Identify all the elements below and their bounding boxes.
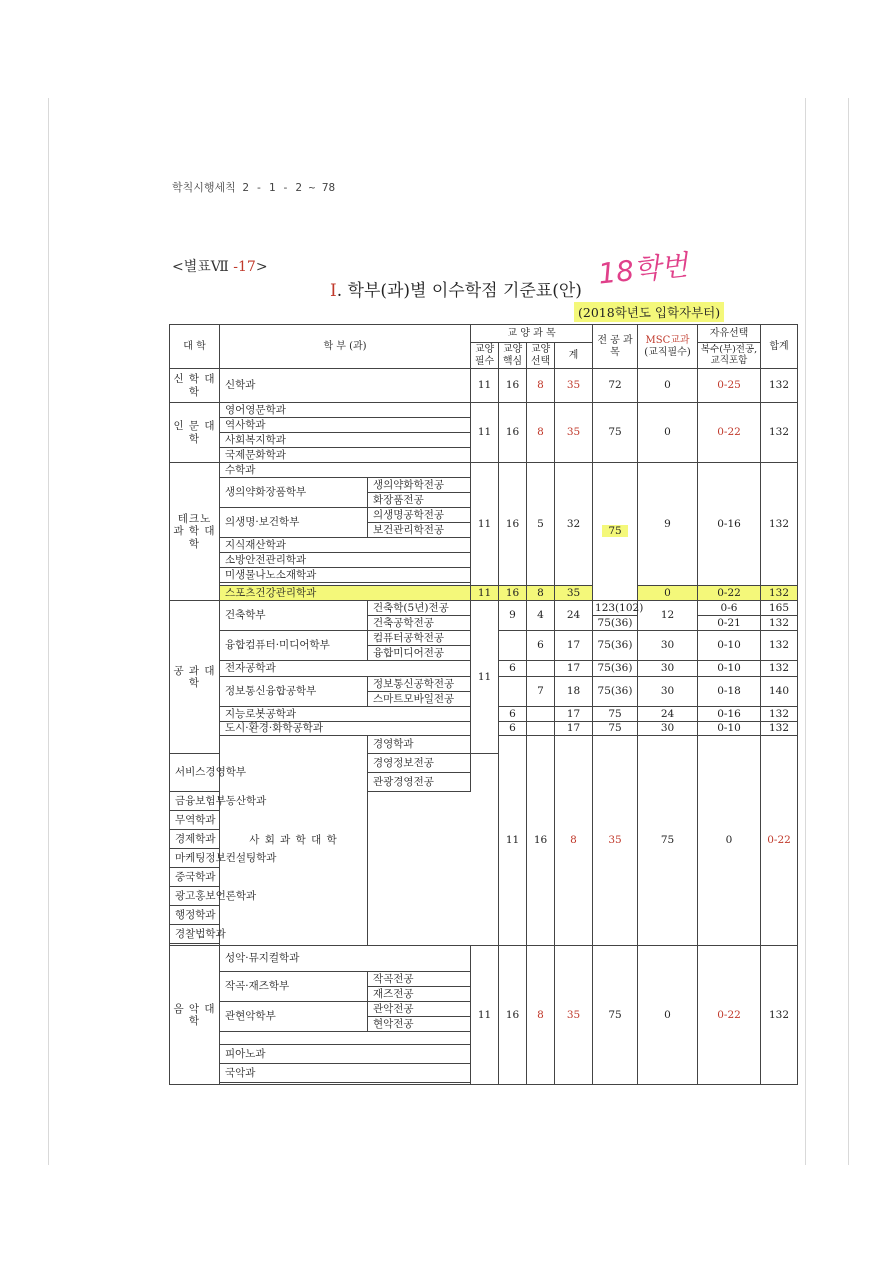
table-row: 테크노 과 학 대 학 수학과 11 16 5 32 75 9 0-16 132 bbox=[170, 463, 798, 478]
dept-name: 금융보험부동산학과 bbox=[170, 792, 368, 811]
table-row: 인 문 대 학 영어영문학과 11 16 8 35 75 0 0-22 132 bbox=[170, 403, 798, 418]
col-dept: 학 부 (과) bbox=[220, 325, 471, 369]
major-name: 보건관리학전공 bbox=[368, 523, 471, 538]
dept-name: 지능로봇공학과 bbox=[220, 707, 471, 722]
dept-name: 서비스경영학부 bbox=[170, 754, 220, 792]
col-lib-sum: 계 bbox=[555, 343, 593, 369]
dept-name: 국제문화학과 bbox=[220, 448, 471, 463]
col-college: 대 학 bbox=[170, 325, 220, 369]
dept-name: 작곡·재즈학부 bbox=[220, 972, 368, 1002]
col-major: 전 공 과 목 bbox=[593, 325, 638, 369]
dept-name: 융합컴퓨터·미디어학부 bbox=[220, 631, 368, 661]
dept-name: 경제학과 bbox=[170, 830, 368, 849]
major-name: 화장품전공 bbox=[368, 493, 471, 508]
page-title: I. 학부(과)별 이수학점 기준표(안) bbox=[330, 281, 582, 301]
col-lib-elec: 교양선택 bbox=[527, 343, 555, 369]
major-name: 현악전공 bbox=[368, 1017, 471, 1032]
dept-name: 광고홍보언론학과 bbox=[170, 887, 368, 906]
major-name: 재즈전공 bbox=[368, 987, 471, 1002]
dept-name: 미생물나노소재학과 bbox=[220, 568, 471, 583]
college-name: 신 학 대 학 bbox=[170, 369, 220, 403]
col-msc: MSC교과 (교직필수) bbox=[638, 325, 698, 369]
table-row: 음 악 대 학 성악·뮤지컬학과 11 16 8 35 75 0 0-22 132 bbox=[170, 946, 798, 972]
major-name: 스마트모바일전공 bbox=[368, 692, 471, 707]
col-liberal: 교 양 과 목 bbox=[471, 325, 593, 343]
major-name: 건축공학전공 bbox=[368, 616, 471, 631]
dept-name: 스포츠건강관리학과 bbox=[220, 586, 471, 601]
major-name: 정보통신공학전공 bbox=[368, 677, 471, 692]
col-lib-core: 교양핵심 bbox=[499, 343, 527, 369]
dept-name: 역사학과 bbox=[220, 418, 471, 433]
major-name: 작곡전공 bbox=[368, 972, 471, 987]
major-credit: 75 bbox=[602, 525, 627, 537]
dept-name: 경영학과 bbox=[368, 736, 499, 754]
major-name: 관광경영전공 bbox=[368, 773, 471, 792]
table-row: 융합컴퓨터·미디어학부 컴퓨터공학전공 6 17 75(36) 30 0-10 132 bbox=[170, 631, 798, 646]
table-row: 지능로봇공학과 6 17 75 24 0-16 132 bbox=[170, 707, 798, 722]
dept-name: 피아노과 bbox=[220, 1045, 471, 1064]
major-name: 융합미디어전공 bbox=[368, 646, 471, 661]
major-name: 관악전공 bbox=[368, 1002, 471, 1017]
college-name: 테크노 과 학 대 학 bbox=[170, 463, 220, 601]
col-lib-req: 교양필수 bbox=[471, 343, 499, 369]
dept-name: 수학과 bbox=[220, 463, 471, 478]
scan-margin-line bbox=[848, 98, 849, 1165]
major-name: 생의약화학전공 bbox=[368, 478, 471, 493]
form-label: <별표Ⅶ -17> bbox=[172, 259, 268, 275]
col-free-sub: 복수(부)전공,교직포함 bbox=[698, 343, 761, 369]
dept-name: 신학과 bbox=[220, 369, 471, 403]
dept-name: 국악과 bbox=[220, 1064, 471, 1083]
col-total: 합계 bbox=[761, 325, 798, 369]
dept-name: 전자공학과 bbox=[220, 661, 471, 677]
dept-name: 행정학과 bbox=[170, 906, 368, 925]
scan-margin-line bbox=[805, 98, 806, 1165]
handwritten-note: 18학번 bbox=[596, 248, 690, 291]
dept-name: 정보통신융합공학부 bbox=[220, 677, 368, 707]
table-row: 사 회 과 학 대 학 경영학과 11 16 8 35 75 0 0-22 bbox=[170, 736, 798, 754]
table-row: 신 학 대 학 신학과 11 16 8 35 72 0 0-25 132 bbox=[170, 369, 798, 403]
regulation-code: 학칙시행세칙 2 - 1 - 2 ~ 78 bbox=[172, 181, 336, 194]
college-name: 인 문 대 학 bbox=[170, 403, 220, 463]
dept-name: 소방안전관리학과 bbox=[220, 553, 471, 568]
college-name: 공 과 대 학 bbox=[170, 601, 220, 754]
dept-name: 지식재산학과 bbox=[220, 538, 471, 553]
college-name: 음 악 대 학 bbox=[170, 946, 220, 1085]
header-row bbox=[170, 325, 798, 343]
dept-name: 중국학과 bbox=[170, 868, 368, 887]
table-row: 전자공학과 6 17 75(36) 30 0-10 132 bbox=[170, 661, 798, 677]
scan-margin-line bbox=[48, 98, 49, 1165]
credit-standard-table: 대 학 학 부 (과) 교 양 과 목 전 공 과 목 MSC교과 (교직필수) 자유선택 합계 교양필수 교양핵심 교양선택 계 복수(부)전공,교직포함 신 학 대 학 신학과 11 16 8 35 72 0 0-25 132 인 문 대 학 영어영문학과 11 16 8 35 75 0 0-22 132 역사학과 사회복지학과 국제문화학과 테크노 과 학 대 학 수학과 11 16 5 32 75 9 0-16 132 생의약화장품학부 생의약화학전공 화장품전공 의생명·보건학부 의생명공학전공 보건관리학전공 지식재산학과 소방안전관리학과 미생물나노소재학과 스포츠건강관리학과 11 16 8 35 0 0-22 132 공 과 대 학 건축학부 건축학(5년)전공 11 9 4 24 123(102) 12 0-6 165 건축공학전공 75(36) 0-21 132 융합컴퓨터·미디어학부 컴퓨터공학전공 6 17 75(36) 30 0-10 132 융합미디어전공 전자공학과 6 17 75(36) 30 0-10 132 정보통신융합공학부 정보통신공학전공 7 18 75(36) 30 0-18 140 스마트모바일전공 지능로봇공학과 6 17 75 24 0-16 132 도시·환경·화학공학과 6 17 75 30 0-10 132 사 회 과 학 대 학 경영학과 11 16 8 35 75 0 0-22 서비스경영학부 경영정보전공 관광경영전공 금융보험부동산학과 무역학과 경제학과 마케팅정보컨설팅학과 중국학과 광고홍보언론학과 행정학과 경찰법학과 음 악 대 학 성악·뮤지컬학과 11 16 8 35 75 0 0-22 132 작곡·재즈학부 작곡전공 재즈전공 관현악학부 관악전공 현악전공 피아노과 국악과 bbox=[169, 324, 798, 1085]
dept-name: 의생명·보건학부 bbox=[220, 508, 368, 538]
dept-name: 경찰법학과 bbox=[170, 925, 368, 944]
dept-name: 마케팅정보컨설팅학과 bbox=[170, 849, 368, 868]
col-free: 자유선택 bbox=[698, 325, 761, 343]
table-row: 도시·환경·화학공학과 6 17 75 30 0-10 132 bbox=[170, 722, 798, 736]
table-row: 정보통신융합공학부 정보통신공학전공 7 18 75(36) 30 0-18 140 bbox=[170, 677, 798, 692]
dept-name: 관현악학부 bbox=[220, 1002, 368, 1032]
subtitle: (2018학년도 입학자부터) bbox=[574, 302, 724, 322]
dept-name: 생의약화장품학부 bbox=[220, 478, 368, 508]
college-name: 사 회 과 학 대 학 bbox=[220, 736, 368, 946]
table-row: 스포츠건강관리학과 11 16 8 35 0 0-22 132 bbox=[170, 586, 798, 601]
major-name: 경영정보전공 bbox=[368, 754, 471, 773]
dept-name: 도시·환경·화학공학과 bbox=[220, 722, 471, 736]
table-row: 공 과 대 학 건축학부 건축학(5년)전공 11 9 4 24 123(102) 12 0-6 165 bbox=[170, 601, 798, 616]
major-name: 건축학(5년)전공 bbox=[368, 601, 471, 616]
dept-name: 건축학부 bbox=[220, 601, 368, 631]
major-name: 컴퓨터공학전공 bbox=[368, 631, 471, 646]
dept-name: 사회복지학과 bbox=[220, 433, 471, 448]
dept-name: 성악·뮤지컬학과 bbox=[220, 946, 471, 972]
dept-name: 무역학과 bbox=[170, 811, 368, 830]
major-name: 의생명공학전공 bbox=[368, 508, 471, 523]
dept-name: 영어영문학과 bbox=[220, 403, 471, 418]
